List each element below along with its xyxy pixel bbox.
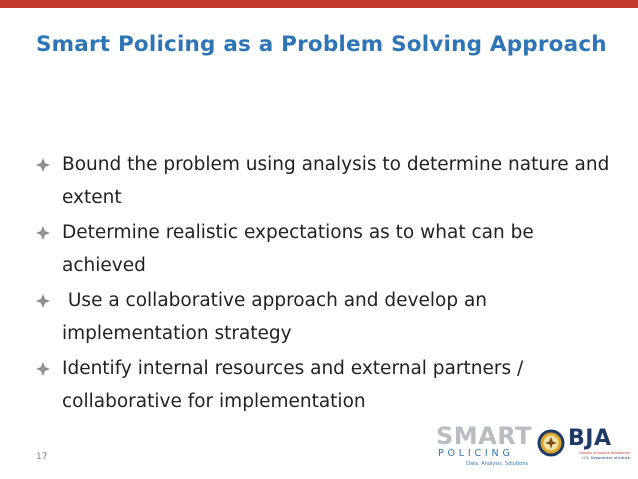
bja-logo xyxy=(568,427,630,467)
bullet-text: Use a collaborative approach and develop an implementation strategy xyxy=(62,290,493,344)
top-accent-bar xyxy=(0,0,638,8)
bullet-item xyxy=(36,284,616,350)
four-diamond-icon xyxy=(36,158,50,172)
slide-title: Smart Policing as a Problem Solving Approach xyxy=(36,32,607,57)
four-diamond-icon xyxy=(36,362,50,376)
four-diamond-icon xyxy=(36,294,50,308)
bja-text: BJA xyxy=(568,426,612,451)
bullet-text: Bound the problem using analysis to determine nature and extent xyxy=(62,154,610,208)
bullet-item xyxy=(36,148,616,214)
bullet-item xyxy=(36,216,616,282)
tagline-text: Data. Analysis. Solutions xyxy=(466,461,528,467)
bullet-list xyxy=(36,148,616,420)
bja-subtitle-2: U.S. Department of Justice xyxy=(582,456,630,460)
bja-subtitle: Bureau of Justice Assistance xyxy=(579,451,630,455)
smart-policing-logo xyxy=(436,422,533,472)
page-number: 17 xyxy=(36,452,48,462)
smart-text: SMART xyxy=(436,422,533,450)
bullet-text: Determine realistic expectations as to what can be achieved xyxy=(62,222,534,276)
bullet-item xyxy=(36,352,616,418)
doj-seal-icon xyxy=(537,429,565,457)
bullet-text: Identify internal resources and external partners / collaborative for implementation xyxy=(62,358,524,412)
four-diamond-icon xyxy=(36,226,50,240)
policing-text: POLICING xyxy=(438,448,514,459)
smart-logo-text xyxy=(436,422,533,450)
